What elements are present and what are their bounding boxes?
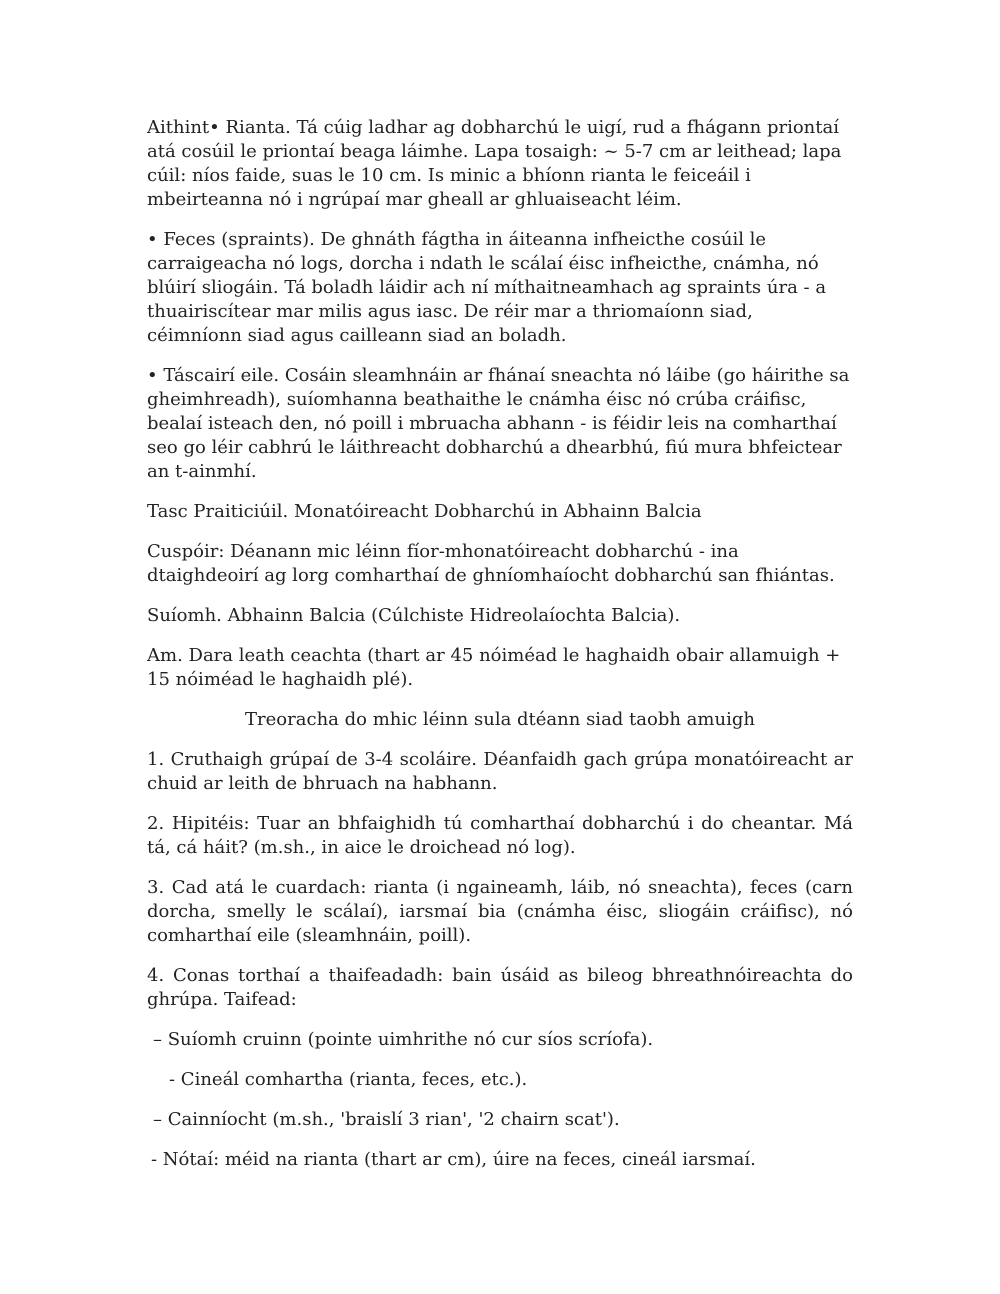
section-heading: Treoracha do mhic léinn sula dtéann siad taobh amuigh [245,709,755,730]
paragraph-feces: • Feces (spraints). De ghnáth fágtha in áiteanna infheicthe cosúil le carraigeacha nó logs, dorcha i ndath le scálaí éisc infheicthe, cnámha, nó blúirí sliogáin. Tá boladh láidir ach ní míthaitneamhach ag spraints úra - a thuairiscítear mar milis agus iasc. De réir mar a thriomaíonn siad, céimníonn siad agus cailleann siad an boladh. [147,229,827,346]
paragraph-tracks: Aithint• Rianta. Tá cúig ladhar ag dobharchú le uigí, rud a fhágann priontaí atá cosúil le priontaí beaga láimhe. Lapa tosaigh: ~ 5-7 cm ar leithead; lapa cúil: níos faide, suas le 10 cm. Is minic a bhíonn rianta le feiceáil i mbeirteanna nó i ngrúpaí mar gheall ar ghluaiseacht léim. [147,117,842,210]
record-item-notes: - Nótaí: méid na rianta (thart ar cm), úire na feces, cineál iarsmaí. [151,1149,756,1170]
paragraph-other-indicators: • Táscairí eile. Cosáin sleamhnáin ar fhánaí sneachta nó láibe (go háirithe sa gheimhreadh), suíomhanna beathaithe le cnámha éisc nó crúba cráifisc, bealaí isteach den, nó poill i mbruacha abhann - is féidir leis na comharthaí seo go léir cabhrú le láithreacht dobharchú a dhearbhú, fiú mura bhfeictear an t-ainmhí. [147,365,850,482]
step-1: 1. Cruthaigh grúpaí de 3-4 scoláire. Déanfaidh gach grúpa monatóireacht ar chuid ar leith de bhruach na habhann. [147,749,853,794]
record-item-location: – Suíomh cruinn (pointe uimhrithe nó cur síos scríofa). [153,1029,654,1050]
paragraph-time: Am. Dara leath ceachta (thart ar 45 nóiméad le haghaidh obair allamuigh + 15 nóiméad le haghaidh plé). [147,645,841,690]
document-page [147,116,853,1188]
step-3: 3. Cad atá le cuardach: rianta (i ngaineamh, láib, nó sneachta), feces (carn dorcha, smelly le scálaí), iarsmaí bia (cnámha éisc, sliogáin cráifisc), nó comharthaí eile (sleamhnáin, poill). [147,877,853,946]
paragraph-objective: Cuspóir: Déanann mic léinn fíor-mhonatóireacht dobharchú - ina dtaighdeoirí ag lorg comharthaí de ghníomhaíocht dobharchú san fhiántas. [147,541,835,586]
step-4: 4. Conas torthaí a thaifeadadh: bain úsáid as bileog bhreathnóireachta do ghrúpa. Taifead: [147,965,853,1010]
paragraph-location: Suíomh. Abhainn Balcia (Cúlchiste Hidreolaíochta Balcia). [147,605,681,626]
record-item-type: - Cineál comhartha (rianta, feces, etc.). [169,1069,528,1090]
step-2: 2. Hipitéis: Tuar an bhfaighidh tú comharthaí dobharchú i do cheantar. Má tá, cá háit? (m.sh., in aice le droichead nó log). [147,813,853,858]
record-item-quantity: – Cainníocht (m.sh., 'braislí 3 rian', '2 chairn scat'). [153,1109,620,1130]
paragraph-task-title: Tasc Praiticiúil. Monatóireacht Dobharchú in Abhainn Balcia [147,501,702,522]
